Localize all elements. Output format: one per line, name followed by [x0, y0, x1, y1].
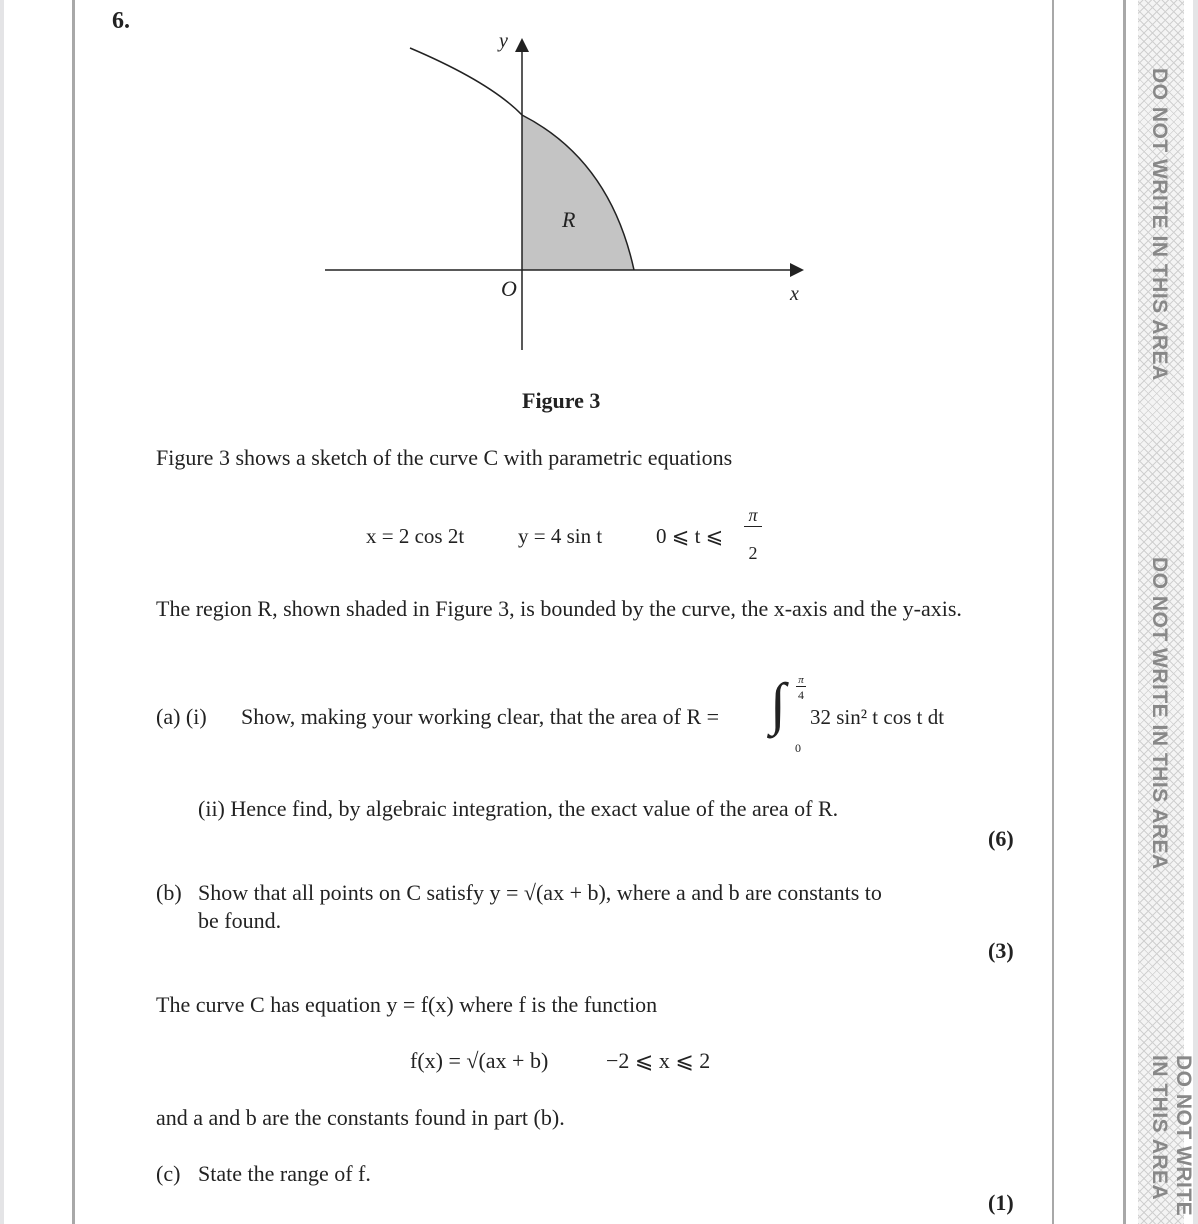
function-domain: −2 ⩽ x ⩽ 2 — [606, 1048, 711, 1073]
marks-b: (3) — [988, 938, 1014, 963]
marks-column-line — [1052, 0, 1054, 1224]
function-definition: f(x) = √(ax + b) — [410, 1048, 549, 1073]
margin-warning: DO NOT WRITE IN THIS AREA — [1148, 68, 1171, 381]
equation-y: y = 4 sin t — [518, 524, 603, 548]
margin-warning: DO NOT WRITE IN THIS AREA — [1148, 557, 1171, 870]
region-label: R — [562, 207, 576, 232]
right-margin-line — [1123, 0, 1126, 1224]
y-axis-label: y — [499, 30, 508, 52]
fraction-denominator: 2 — [748, 543, 758, 563]
constants-text: and a and b are the constants found in part (b). — [156, 1105, 565, 1130]
curve-equation-text: The curve C has equation y = f(x) where f is the function — [156, 992, 658, 1017]
part-c-label: (c) — [156, 1161, 181, 1186]
figure-caption: Figure 3 — [522, 388, 601, 413]
x-axis-label: x — [790, 283, 799, 305]
integral-sign: ∫ — [770, 671, 786, 736]
x-axis-arrow — [790, 263, 804, 277]
integral-lower-limit: 0 — [795, 741, 801, 755]
origin-label: O — [501, 276, 517, 301]
y-axis-arrow — [515, 38, 529, 52]
part-a-i-text: Show, making your working clear, that the area of R = — [241, 704, 720, 729]
fraction-numerator: π — [744, 505, 762, 527]
margin-warning: DO NOT WRITE IN THIS AREA — [1148, 1055, 1195, 1217]
region-description: The region R, shown shaded in Figure 3, is bounded by the curve, the x-axis and the y-axis. — [156, 596, 962, 621]
marks-a: (6) — [988, 826, 1014, 851]
intro-text: Figure 3 shows a sketch of the curve C with parametric equations — [156, 445, 733, 470]
part-a-label: (a) (i) — [156, 704, 207, 729]
parameter-range: 0 ⩽ t ⩽ — [656, 524, 724, 548]
integrand: 32 sin² t cos t dt — [810, 705, 945, 729]
region-r — [522, 115, 634, 270]
part-a-ii-text: (ii) Hence find, by algebraic integration, the exact value of the area of R. — [198, 796, 839, 821]
integral-upper-denominator: 4 — [798, 688, 804, 702]
figure-3 — [0, 0, 1050, 420]
part-b-text-2: be found. — [198, 908, 282, 933]
part-c-text: State the range of f. — [198, 1161, 371, 1186]
marks-c: (1) — [988, 1190, 1014, 1215]
equation-x: x = 2 cos 2t — [366, 524, 465, 548]
question-number: 6. — [112, 8, 130, 34]
part-b-text: Show that all points on C satisfy y = √(ax + b), where a and b are constants to — [198, 880, 882, 905]
page-edge-right — [1193, 0, 1198, 1224]
integral-upper-numerator: π — [796, 674, 806, 687]
part-b-label: (b) — [156, 880, 182, 905]
